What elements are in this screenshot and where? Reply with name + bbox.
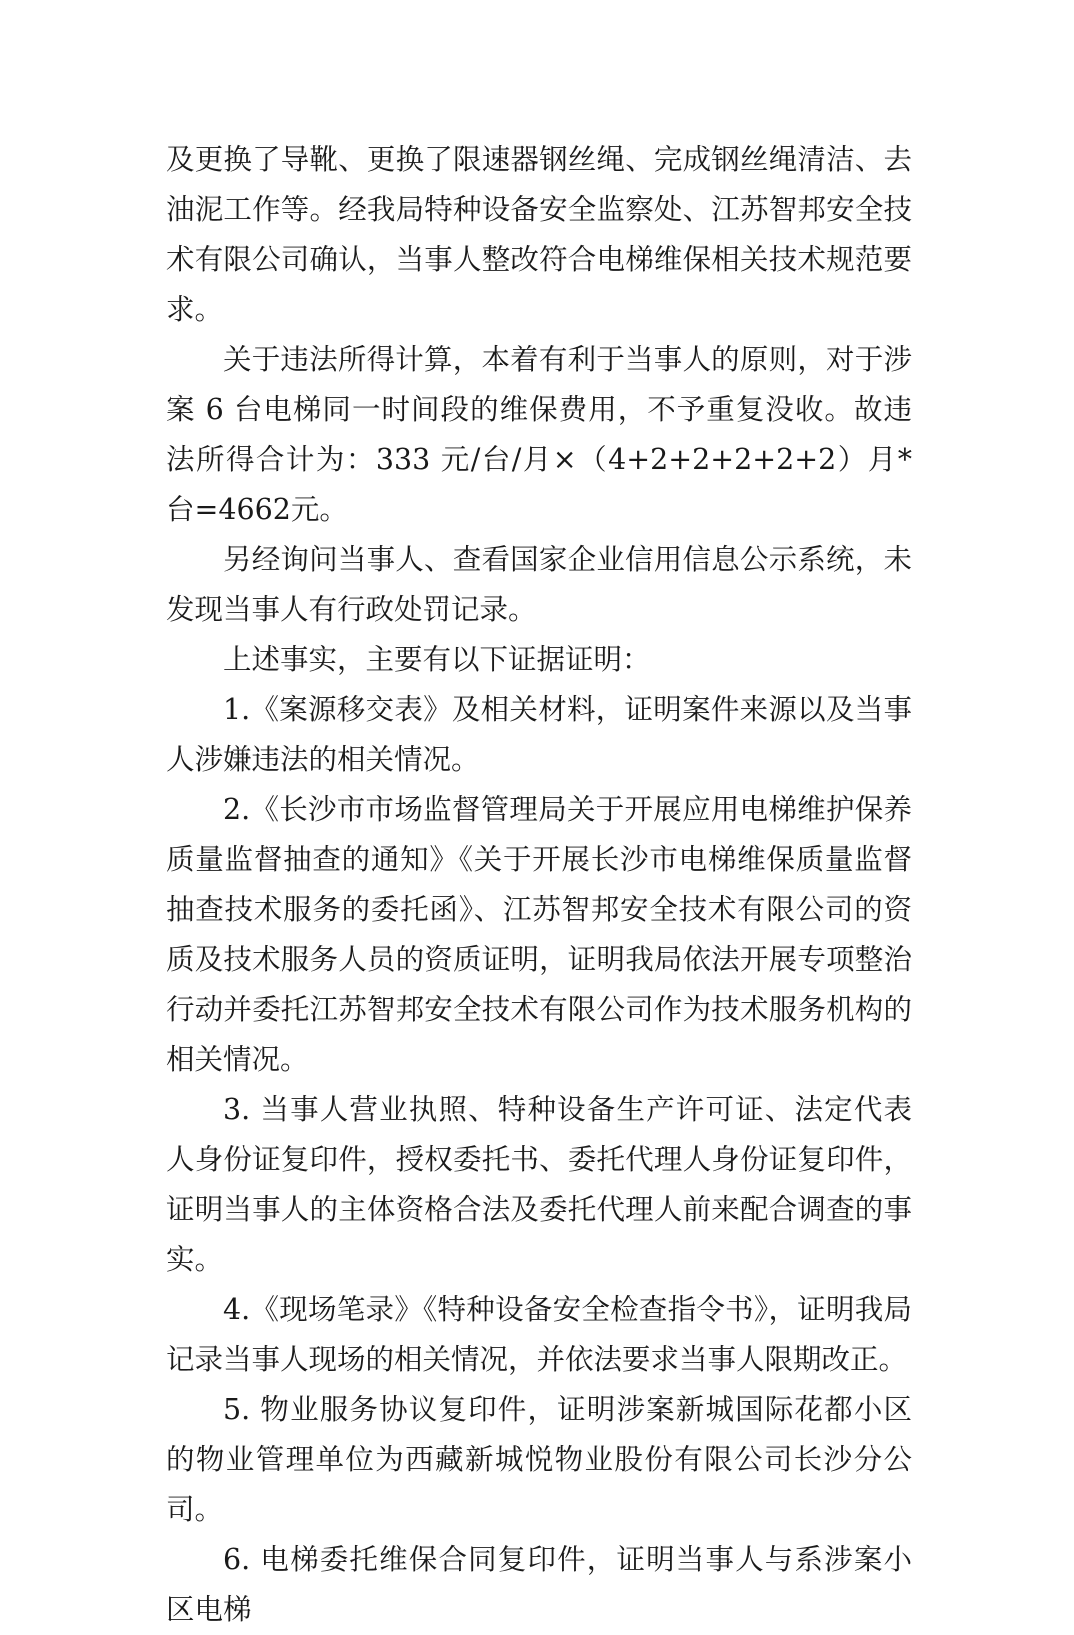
text-line: 管理单位为西藏新城悦物业股份有限公司长沙分公司。 xyxy=(166,1443,912,1526)
text-line: 油泥工作等。经我局特种设备安全监察处、江苏智邦安全技 xyxy=(166,193,912,226)
text-line: 所得合计为：333 元/台/月×（4+2+2+2+2+2）月*台=4662 xyxy=(166,443,912,526)
text-line: 及更换了导靴、更换了限速器钢丝绳、完成钢丝绳清洁、去 xyxy=(166,143,912,176)
paragraph-evidence-4 xyxy=(166,1285,912,1385)
text-line: 2.《长沙市市场监督管理局关于开展应用电梯维护保养质量 xyxy=(166,793,912,876)
paragraph-evidence-3 xyxy=(166,1085,912,1285)
paragraph-illegal-income xyxy=(166,335,912,535)
text-line: 求。 xyxy=(166,293,224,326)
text-line: 关于违法所得计算，本着有利于当事人的原则，对于涉 xyxy=(223,343,912,376)
text-line: 录当事人现场的相关情况，并依法要求当事人限期改正。 xyxy=(194,1343,908,1376)
text-line: 术有限公司确认，当事人整改符合电梯维保相关技术规范要 xyxy=(166,243,912,276)
text-line: 监督抽查的通知》《关于开展长沙市电梯维保质量监督抽查技术 xyxy=(166,843,912,926)
paragraph-rectification xyxy=(166,135,912,335)
text-line: 3. 当事人营业执照、特种设备生产许可证、法定代表人身份 xyxy=(166,1093,912,1176)
text-line: 证复印件，授权委托书、委托代理人身份证复印件，证明当事人 xyxy=(166,1143,912,1226)
text-line: 元。 xyxy=(290,493,348,526)
paragraph-evidence-intro xyxy=(166,635,912,685)
text-line: 服务的委托函》、江苏智邦安全技术有限公司的资质及技术服务 xyxy=(166,893,912,976)
text-line: 当事人有行政处罚记录。 xyxy=(223,593,537,626)
paragraph-evidence-5 xyxy=(166,1385,912,1535)
text-line: 1.《案源移交表》及相关材料，证明案件来源以及当事人涉 xyxy=(166,693,912,776)
text-line: 另经询问当事人、查看国家企业信用信息公示系统，未发现 xyxy=(166,543,912,626)
text-line: 嫌违法的相关情况。 xyxy=(223,743,480,776)
document-body xyxy=(166,135,912,1635)
paragraph-no-record xyxy=(166,535,912,635)
text-line: 邦安全技术有限公司作为技术服务机构的相关情况。 xyxy=(166,993,912,1076)
paragraph-evidence-6 xyxy=(166,1535,912,1635)
paragraph-evidence-2 xyxy=(166,785,912,1085)
text-line: 的主体资格合法及委托代理人前来配合调查的事实。 xyxy=(166,1193,912,1276)
text-line: 上述事实，主要有以下证据证明： xyxy=(223,643,651,676)
text-line: 5. 物业服务协议复印件，证明涉案新城国际花都小区的物业 xyxy=(166,1393,912,1476)
text-line: 6. 电梯委托维保合同复印件，证明当事人与系涉案小区电梯 xyxy=(166,1543,912,1626)
paragraph-evidence-1 xyxy=(166,685,912,785)
text-line: 4.《现场笔录》《特种设备安全检查指令书》，证明我局记 xyxy=(166,1293,912,1376)
text-line: 案 6 台电梯同一时间段的维保费用，不予重复没收。故违法 xyxy=(166,393,912,476)
text-line: 人员的资质证明，证明我局依法开展专项整治行动并委托江苏智 xyxy=(166,943,912,1026)
